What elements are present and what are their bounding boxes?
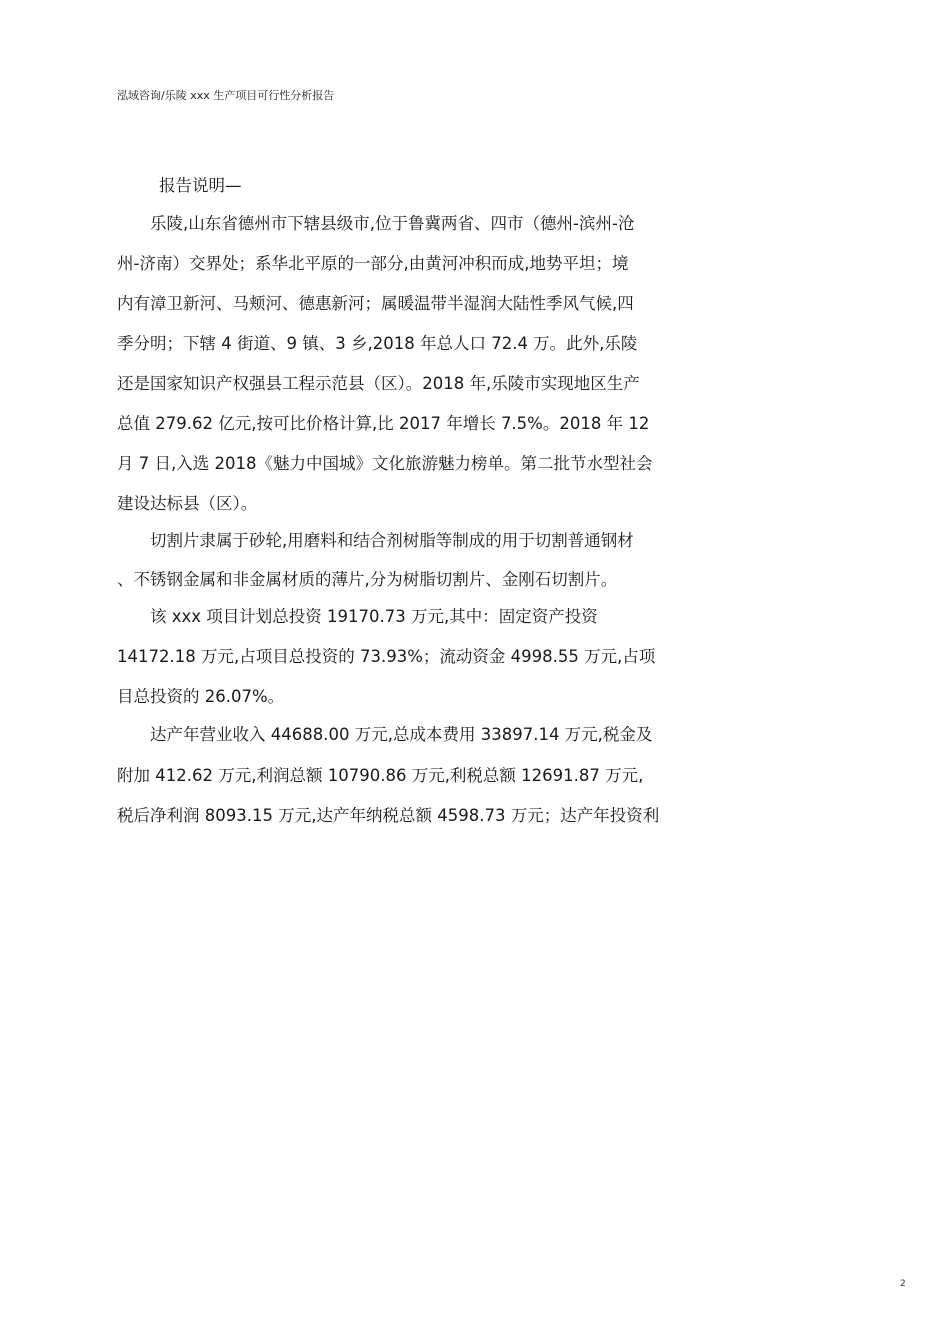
page-number: 2: [900, 1279, 906, 1289]
paragraph-line: 税后净利润 8093.15 万元,达产年纳税总额 4598.73 万元；达产年投资利: [117, 806, 660, 825]
paragraph-line: 还是国家知识产权强县工程示范县（区）。2018 年,乐陵市实现地区生产: [117, 374, 640, 393]
paragraph-line: 切割片隶属于砂轮,用磨料和结合剂树脂等制成的用于切割普通钢材: [150, 531, 634, 550]
paragraph-line: 14172.18 万元,占项目总投资的 73.93%；流动资金 4998.55 万元,占项: [117, 647, 656, 666]
paragraph-line: 该 xxx 项目计划总投资 19170.73 万元,其中：固定资产投资: [150, 607, 598, 626]
paragraph-line: 月 7 日,入选 2018《魅力中国城》文化旅游魅力榜单。第二批节水型社会: [117, 454, 653, 473]
paragraph-line: 总值 279.62 亿元,按可比价格计算,比 2017 年增长 7.5%。2018 年 12: [117, 414, 650, 433]
running-header: 泓域咨询/乐陵 xxx 生产项目可行性分析报告: [117, 89, 335, 102]
paragraph-line: 州-济南）交界处；系华北平原的一部分,由黄河冲积而成,地势平坦；境: [117, 254, 629, 273]
section-heading: 报告说明—: [159, 176, 242, 195]
paragraph-line: 乐陵,山东省德州市下辖县级市,位于鲁冀两省、四市（德州-滨州-沧: [150, 214, 635, 233]
paragraph-line: 季分明；下辖 4 街道、9 镇、3 乡,2018 年总人口 72.4 万。此外,乐陵: [117, 334, 638, 353]
paragraph-line: 内有漳卫新河、马颊河、德惠新河；属暖温带半湿润大陆性季风气候,四: [117, 294, 634, 313]
paragraph-line: 、不锈钢金属和非金属材质的薄片,分为树脂切割片、金刚石切割片。: [117, 570, 618, 589]
paragraph-line: 目总投资的 26.07%。: [117, 687, 285, 706]
paragraph-line: 达产年营业收入 44688.00 万元,总成本费用 33897.14 万元,税金及: [150, 725, 653, 744]
paragraph-line: 附加 412.62 万元,利润总额 10790.86 万元,利税总额 12691.87 万元,: [117, 766, 644, 785]
paragraph-line: 建设达标县（区）。: [117, 494, 258, 513]
